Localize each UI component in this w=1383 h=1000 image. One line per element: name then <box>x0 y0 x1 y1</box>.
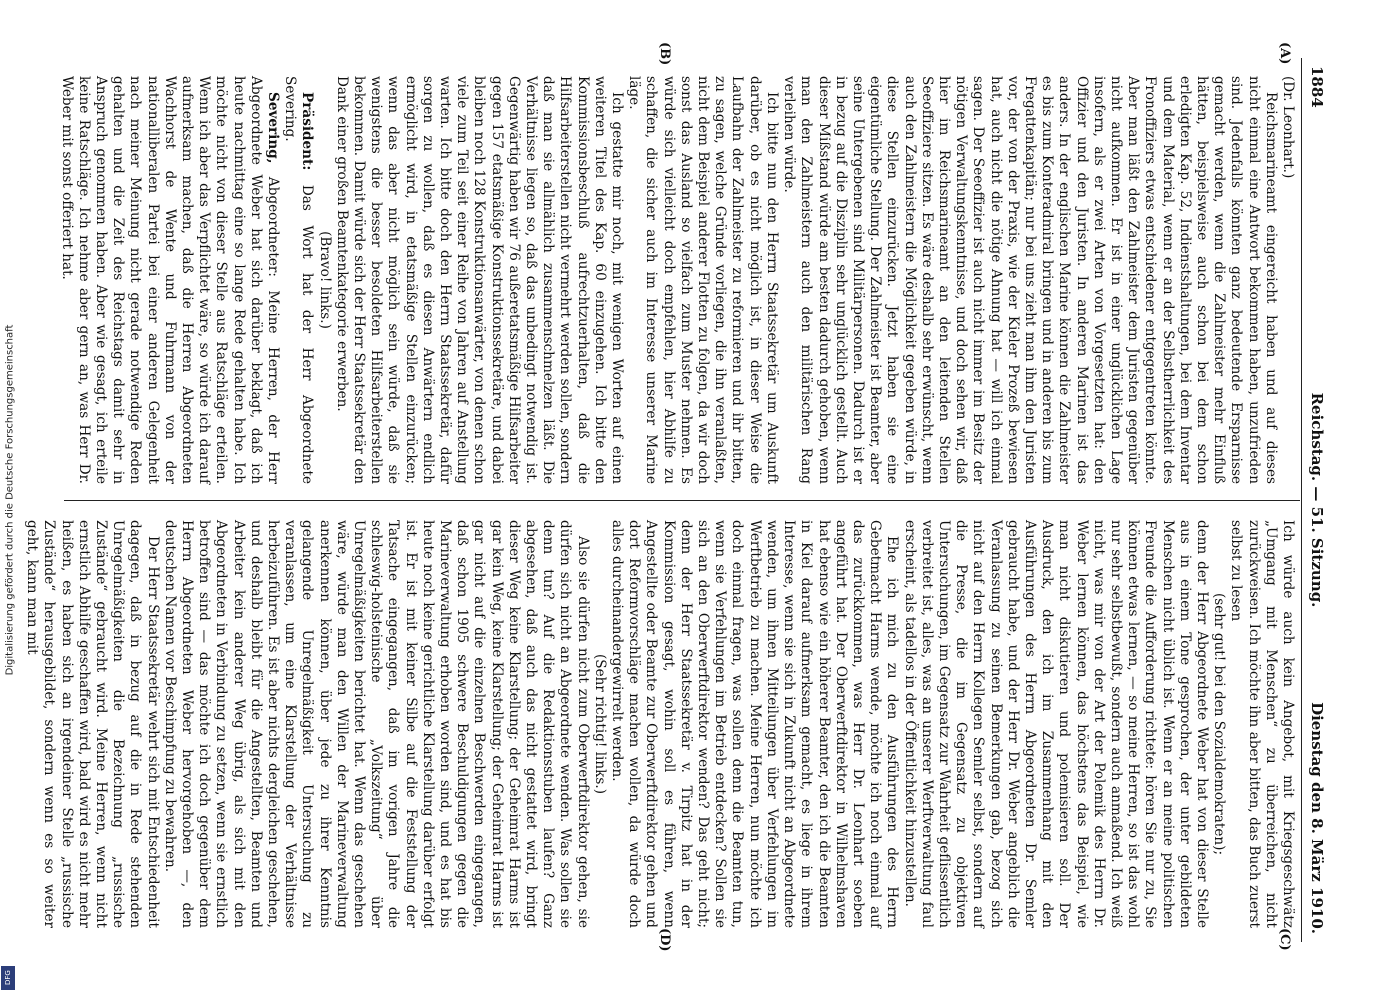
session-title: Reichstag. — 51. Sitzung. <box>1308 392 1326 608</box>
margin-letter-a: (A) <box>1277 42 1292 65</box>
president-statement <box>281 76 315 484</box>
paragraph: Also sie dürfen nicht zum Oberwerftdirektor gehen, sie dürfen sich nicht an Abgeordnete wenden. Was sollen sie denn tun? Auf die Redaktionsstuben laufen? Ganz abgesehen, daß auch das nicht gestattet wird, bringt dieser Weg keine Klarstellung; der Geheimrat Harms ist gar kein Weg, keine Klarstellung; der Geheimrat Harms ist gar nicht auf die einzelnen Beschwerden eingegangen, daß schon 1905 schwere Beschuldigungen gegen die Marineverwaltung erhoben worden sind, und es hat bis heute noch keine gerichtliche Klarstellung darüber erfolgt ist. Er ist mit keiner Silbe auf die Feststellung der Tatsache eingegangen, daß im vorigen Jahre die schleswig-holsteinische „Volkszeitung“ über Unregelmäßigkeiten berichtet hat. Wenn das geschehen wäre, würde man den Willen der Marineverwaltung anerkennen können, über jede zu ihrer Kenntnis gelangende Unregelmäßigkeit Untersuchung zu veranlassen, um eine Klarstellung der Verhältnisse herbeizuführen. Es ist aber nichts dergleichen geschehen, und deshalb bleibt für die Angestellten, Beamten und Arbeiter kein anderer Weg übrig, als sich mit den Abgeordneten in Verbindung zu setzen, wenn sie ernstlich betroffen sind — das möchte ich doch gegenüber dem Herrn Abgeordneten Weber hervorgehoben —, den deutschen Namen vor Beschimpfung zu bewahren. <box>161 520 591 928</box>
document-page <box>24 42 1332 952</box>
scan-margin <box>0 0 20 1000</box>
margin-letter-b: (B) <box>657 42 672 66</box>
speech-start <box>57 76 281 484</box>
margin-letter-c: (C) <box>1277 928 1292 951</box>
page-number: 1884 <box>1308 66 1326 108</box>
left-column <box>58 76 1296 485</box>
page-header <box>1301 58 1332 942</box>
rotated-page-frame <box>24 42 1332 952</box>
paragraph: Ich würde auch kein Angebot, mit Kriegsgeschwätz „Umgang mit Menschen“ zu überreichen, nicht zurückweisen. Ich möchte ihn aber bitten, das Buch zuerst selbst zu lesen <box>1228 520 1296 928</box>
speech-text: Meine Herren, der Herr Abgeordnete Weber hat sich darüber beklagt, daß ich heute nachmittag eine so lange Rede gehalten habe. Ich möchte nicht von dieser Stelle aus Ratschläge erteilen. Wenn ich aber das Verpflichtet wäre, so würde ich darauf aufmerksam machen, daß die Herren Abgeordneten Wachhorst de Wente und Fuhrmann von der nationalliberalen Partei bei einer anderen Gelegenheit nach meiner Meinung nicht gerade notwendige Reden gehalten und die Zeit des Reichstags damit sehr in Anspruch genommen haben. Aber wie gesagt, ich erteile keine Ratschläge. Ich nehme aber gern an, was Herr Dr. Weber mit sonst offeriert hat. <box>58 76 282 485</box>
paragraph: Reichsmarineamt eingereicht haben und auf dieses nicht einmal eine Antwort bekommen haben, unzufrieden sind. Jedenfalls könnten ganz bedeutende Ersparnisse gemacht werden, wenn die Zahlmeister mehr Einfluß hätten, beispielsweise auch schon bei dem schon erledigten Kap. 52, Indienstshaltungen, bei dem Inventar und dem Material, wenn er an der Selbstherrlichkeit des Fronoffiziers etwas entschiedener entgegentreten könnte. Aber man läßt den Zahlmeister dem Juristen gegenüber nicht aufkommen. Er ist in einer unglücklichen Lage insofern, als er zwei Arten von Vorgesetzten hat: den Offizier und den Juristen. In anderen Marinen ist das anders. In der englischen Marine können die Zahlmeister es bis zum Konteradmiral bringen und in anderen bis zum Fregattenkapitän; nur bei uns zieht man ihm den Juristen vor, der von der Praxis, wie der Kieler Prozeß bewiesen hat, auch nicht die nötige Ahnung hat — will ich einmal sagen. Der Seeoffizier ist auch nicht immer im Besitz der nötigen Verwaltungskenntnisse, und doch sehen wir, daß hier im Reichsmarineamt an den leitenden Stellen Seeoffiziere sitzen. Es wäre deshalb sehr erwünscht, wenn auch den Zahlmeistern die Möglichkeit gegeben würde, in diese Stellen einzurücken. Jetzt haben sie eine eigentümliche Stellung. Der Zahlmeister ist Beamter, aber seine Untergebenen sind Militärpersonen. Dadurch ist er in bezug auf die Disziplin sehr unglücklich gestellt. Auch dieser Mißstand würde am besten dadurch gehoben, wenn man den Zahlmeistern auch den militärischen Rang verleihen würde. <box>781 76 1279 484</box>
column-divider <box>64 500 1300 501</box>
speaker-role: Abgeordneter: <box>265 176 282 277</box>
right-column <box>24 520 1296 928</box>
interjection: (sehr gut! bei den Sozialdemokraten); <box>1211 592 1228 856</box>
digitization-credit: Digitalisierung gefördert durch die Deutsche Forschungsgemeinschaft <box>4 324 16 676</box>
paragraph: Ehe ich mich zu den Ausführungen des Herrn Gebetmacht Harms wende, möchte ich noch einmal auf das zurückkommen, was Herr Dr. Leonhart soeben angeführt hat. Der Oberwerftdirektor in Wilhelmshaven hat ebenso wie ein höherer Beamter, den ich die Beamten in Kiel darauf aufmerksam gemacht, es liege in ihrem Interesse, wenn sie sich in Zukunft nicht an Abgeordnete wenden, um ihnen Mitteilungen über Verfehlungen im Werftbetrieb zu machen. Meine Herren, nun möchte ich doch einmal fragen, was sollen denn die Beamten tun, wenn sie Verfehlungen im Betrieb entdecken? Sollen sie sich an den Oberwerftdirektor wenden? Das geht nicht; denn der Herr Staatssekretär v. Tirpitz hat in der Kommission gesagt, wohin soll es führen, wenn Angestellte oder Beamte zur Oberwerftdirektor gehen und dort Reformvorschläge machen wollen, da würde doch alles durcheinandergewirrelt werden. <box>609 520 901 928</box>
speaker-name: Präsident: <box>299 92 316 171</box>
paragraph: Der Herr Staatssekretär wehrt sich mit Entschiedenheit dagegen, daß in bezug auf die in Rede stehenden Unregelmäßigkeiten die Bezeichnung „russische Zustände“ gebraucht wird. Meine Herren, wenn nicht ernstlich Abhilfe geschaffen wird, bald wird es nicht mehr heißen, es haben sich an irgendeiner Stelle „russische Zustände“ herausgebildet, sondern wenn es so weiter geht, kann man mit <box>24 520 161 928</box>
dfg-logo-icon: DFG <box>1 966 15 990</box>
interjection: (Bravo! links.) <box>316 231 333 329</box>
speaker-tag: (Dr. Leonhart.) <box>1280 76 1296 179</box>
margin-letter-d: (D) <box>657 928 672 952</box>
paragraph: Ich gestatte mir noch, mit wenigen Worten auf einen weiteren Titel des Kap. 60 einzugehen. Ich bitte den Kommissionsbeschluß aufrechtzuerhalten, daß die Hilfsarbeiterstellen nicht vermehrt werden sollen, sondern daß man sie allmählich zusammenschmelzen läßt. Die Verhältnisse liegen so, daß das unbedingt notwendig ist. Gegenwärtig haben wir 76 außeretatsmäßige Hilfsarbeiter gegen 157 etatsmäßige Konstruktionssekretäre, und dabei bleiben noch 128 Konstruktionsanwärter, von denen schon viele zum Teil seit einer Reihe von Jahren auf Anstellung warten. Ich bitte doch den Herrn Staatssekretär, dafür sorgen zu wollen, daß es diesen Anwärtern endlich ermöglicht wird, in etatsmäßige Stellen einzurücken; wenn das aber nicht möglich sein würde, daß sie wenigstens die besser besoldeten Hilfsarbeiterstellen bekommen. Damit würde sich der Herr Staatssekretär den Dank einer großen Beamtenkategorie erwerben. <box>333 76 626 484</box>
speaker-name: Severing, <box>265 92 282 164</box>
interjection: (Sehr richtig! links.) <box>591 653 608 795</box>
paragraph: Ich bitte nun den Herrn Staatssekretär um Auskunft darüber, ob es nicht möglich ist, in dieser Weise die Laufbahn der Zahlmeister zu reformieren und ihr bitten, zu sagen, welche Gründe vorliegen, die ihn veranlaßten, nicht dem Beispiel anderer Flotten zu folgen, da wir doch sonst das Ausland so vielfach zum Muster nehmen. Es würde sich vielleicht doch empfehlen, hier Abhilfe zu schaffen, die sicher auch im Interesse unserer Marine läge. <box>626 76 780 484</box>
session-date: Dienstag den 8. März 1910. <box>1308 702 1326 934</box>
paragraph: denn der Herr Abgeordnete Weber hat von dieser Stelle aus in einem Tone gesprochen, der unter gebildeten Menschen nicht üblich ist. Wenn er an meine politischen Freunde die Aufforderung richtete: hören Sie nur zu, Sie können etwas lernen, — so meine Herren, so ist das wohl nur sehr selbstbewußt, sondern auch anmaßend. Ich weiß nicht, was mir von der Art der Polemik des Herrn Dr. Weber lernen können, das höchstens das Beispiel, wie man nicht diskutieren und polemisieren soll. Der Ausdruck, den ich im Zusammenhang mit den Ausführungen des Herrn Abgeordneten Dr. Semler gebraucht habe, und der Herr Dr. Weber angeblich die Veranlassung zu seinen Bemerkungen gab, bezog sich nicht auf den Herrn Kollegen Semler selbst, sondern auf die Presse, die im Gegensatz zu objektiven Untersuchungen, im Gegensatz zur Wahrheit geflissentlich verbreitet ist, alles, was an unserer Werftverwaltung faul erscheint, als tadellos in der Öffentlichkeit hinzustellen. <box>901 520 1210 928</box>
statement-text: Das Wort hat der Herr Abgeordnete Severing. <box>282 76 316 484</box>
